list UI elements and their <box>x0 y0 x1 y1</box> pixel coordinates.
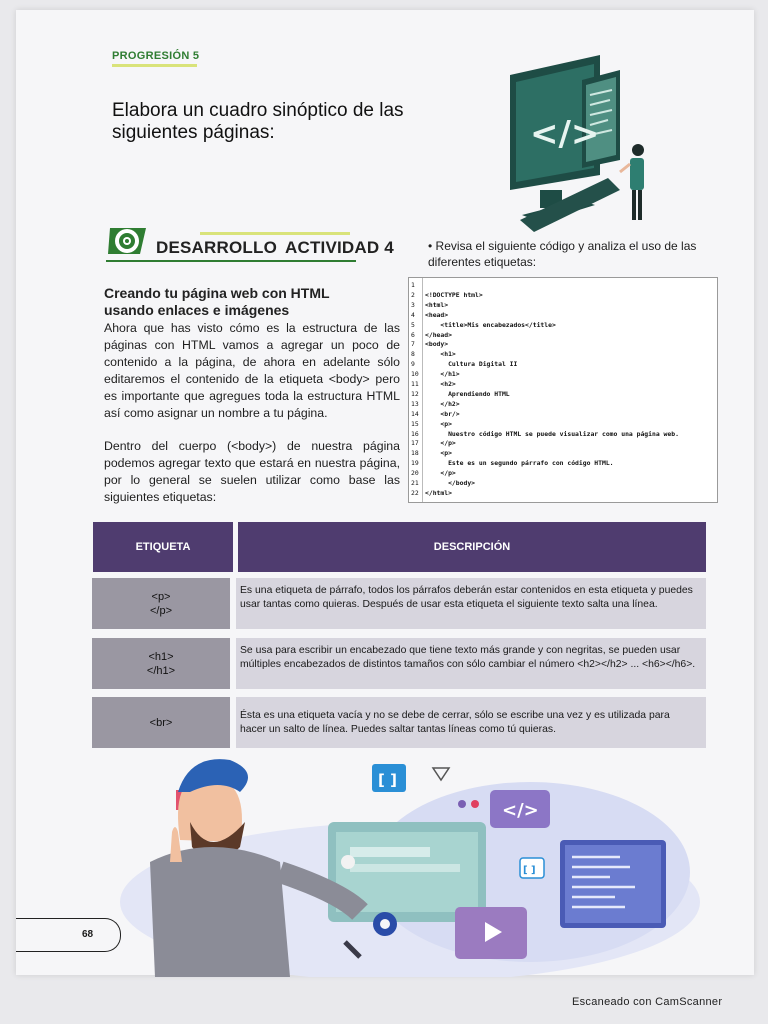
scanner-watermark: Escaneado con CamScanner <box>572 996 723 1008</box>
bullet-instruction: • Revisa el siguiente código y analiza el uso de las diferentes etiquetas: <box>428 239 697 269</box>
code-line: <head> <box>425 310 449 319</box>
code-line: <h2> <box>425 380 456 388</box>
table-header-description: DESCRIPCIÓN <box>238 522 706 572</box>
progression-label: PROGRESIÓN 5 <box>112 50 200 62</box>
code-line: </h1> <box>425 370 460 379</box>
code-line: </head> <box>425 330 452 339</box>
code-line: <html> <box>425 300 449 309</box>
activity-subtitle <box>104 285 404 319</box>
activity-header <box>156 238 394 258</box>
intro-paragraph: Ahora que has visto cómo es la estructura de las páginas con HTML vamos a agregar un poco de contenido a la página, de ahora en adelante sólo editaremos el contenido de la etiqueta <body> pero es importante que agregues toda la estructura HTML así como asignar un nombre a tu página. <box>104 321 400 420</box>
table-header-tag: ETIQUETA <box>93 522 233 572</box>
code-line: Nuestro código HTML se puede visualizar como una página web. <box>425 429 679 438</box>
code-line: <!DOCTYPE html> <box>425 290 483 299</box>
header-accent-line <box>200 232 350 235</box>
code-line-number: 18 <box>411 449 419 458</box>
code-line: <title>Mis encabezados</title> <box>425 320 556 329</box>
code-line-number: 5 <box>411 320 415 329</box>
code-line-number: 2 <box>411 290 415 299</box>
subtitle-line-1: Creando tu página web con HTML <box>104 285 330 301</box>
page-number-tab <box>16 918 121 952</box>
tag-open: <br> <box>149 716 173 729</box>
code-line: <br/> <box>425 409 460 418</box>
activity-underline <box>106 260 356 262</box>
code-line-number: 1 <box>411 281 415 289</box>
section-label: DESARROLLO <box>156 238 277 257</box>
code-line-number: 16 <box>411 429 419 438</box>
computer-illustration <box>470 50 660 235</box>
tag-close: </h1> <box>146 664 176 677</box>
code-line: <p> <box>425 419 452 428</box>
code-icon: </> <box>530 114 600 154</box>
code-line: </html> <box>425 488 452 497</box>
code-listing <box>408 277 718 503</box>
code-line-number: 20 <box>411 469 419 478</box>
code-line: Este es un segundo párrafo con código HTML. <box>425 459 614 468</box>
code-line: </h2> <box>425 399 460 408</box>
code-line-number: 17 <box>411 439 419 448</box>
code-line-number: 8 <box>411 350 415 359</box>
brackets-icon: [ ] <box>378 771 397 789</box>
table-cell-description: Se usa para escribir un encabezado que tiene texto más grande y con negritas, se pueden usar múltiples encabezados de distintos tamaños con sólo cambiar el número <h2></h2> ... <h6></h6>. <box>236 638 706 689</box>
activity-label: ACTIVIDAD 4 <box>285 238 394 257</box>
code-line: </body> <box>425 479 476 487</box>
code-line-number: 6 <box>411 330 415 339</box>
page-number: 68 <box>82 929 94 940</box>
subtitle-line-2: usando enlaces e imágenes <box>104 302 290 318</box>
tag-open: <p> <box>151 590 171 603</box>
code-line-number: 15 <box>411 419 419 428</box>
code-line-number: 12 <box>411 389 419 398</box>
bottom-illustration <box>110 752 730 977</box>
code-line-number: 11 <box>411 380 419 388</box>
code-line-number: 14 <box>411 409 419 418</box>
code-line: </p> <box>425 469 456 478</box>
table-cell-description: Es una etiqueta de párrafo, todos los párrafos deberán estar contenidos en esta etiqueta y puedes usar tantas como quieras. Después de usar esta etiqueta el siguiente texto salta una línea. <box>236 578 706 629</box>
code-line-number: 22 <box>411 488 419 497</box>
code-line: <body> <box>425 340 449 349</box>
tag-close: </p> <box>149 604 173 617</box>
table-cell-tag <box>92 638 230 689</box>
code-line-number: 9 <box>411 360 415 369</box>
code-line-number: 4 <box>411 310 415 319</box>
table-cell-tag <box>92 697 230 748</box>
tag-open: <h1> <box>148 650 174 663</box>
table-cell-description: Ésta es una etiqueta vacía y no se debe de cerrar, sólo se escribe una vez y es utilizada para hacer un salto de línea. Puedes saltar tantas líneas como tú quieras. <box>236 697 706 748</box>
code-line: </p> <box>425 439 456 448</box>
table-cell-tag <box>92 578 230 629</box>
code-line-number: 19 <box>411 459 419 468</box>
code-line-number: 10 <box>411 370 419 379</box>
body-paragraph: Dentro del cuerpo (<body>) de nuestra página podemos agregar texto que estará en nuestra página, por lo general se suelen utilizar como base las siguientes etiquetas: <box>104 439 400 504</box>
code-line: <p> <box>425 449 452 458</box>
code-line: Cultura Digital II <box>425 360 518 369</box>
code-line: <h1> <box>425 350 456 359</box>
code-line-number: 21 <box>411 479 419 487</box>
code-line: Aprendiendo HTML <box>425 389 510 398</box>
brackets-icon: [ ] <box>523 865 536 876</box>
line-number-separator <box>422 278 423 502</box>
gear-icon <box>373 912 397 936</box>
target-icon <box>106 224 150 258</box>
code-line-number: 3 <box>411 300 415 309</box>
code-line-number: 13 <box>411 399 419 408</box>
bullet-text: Revisa el siguiente código y analiza el uso de las diferentes etiquetas: <box>428 239 697 269</box>
task-instruction: Elabora un cuadro sinóptico de las siguientes páginas: <box>112 100 404 143</box>
progression-underline <box>112 64 197 67</box>
code-line-number: 7 <box>411 340 415 349</box>
code-icon: </> <box>502 800 539 821</box>
